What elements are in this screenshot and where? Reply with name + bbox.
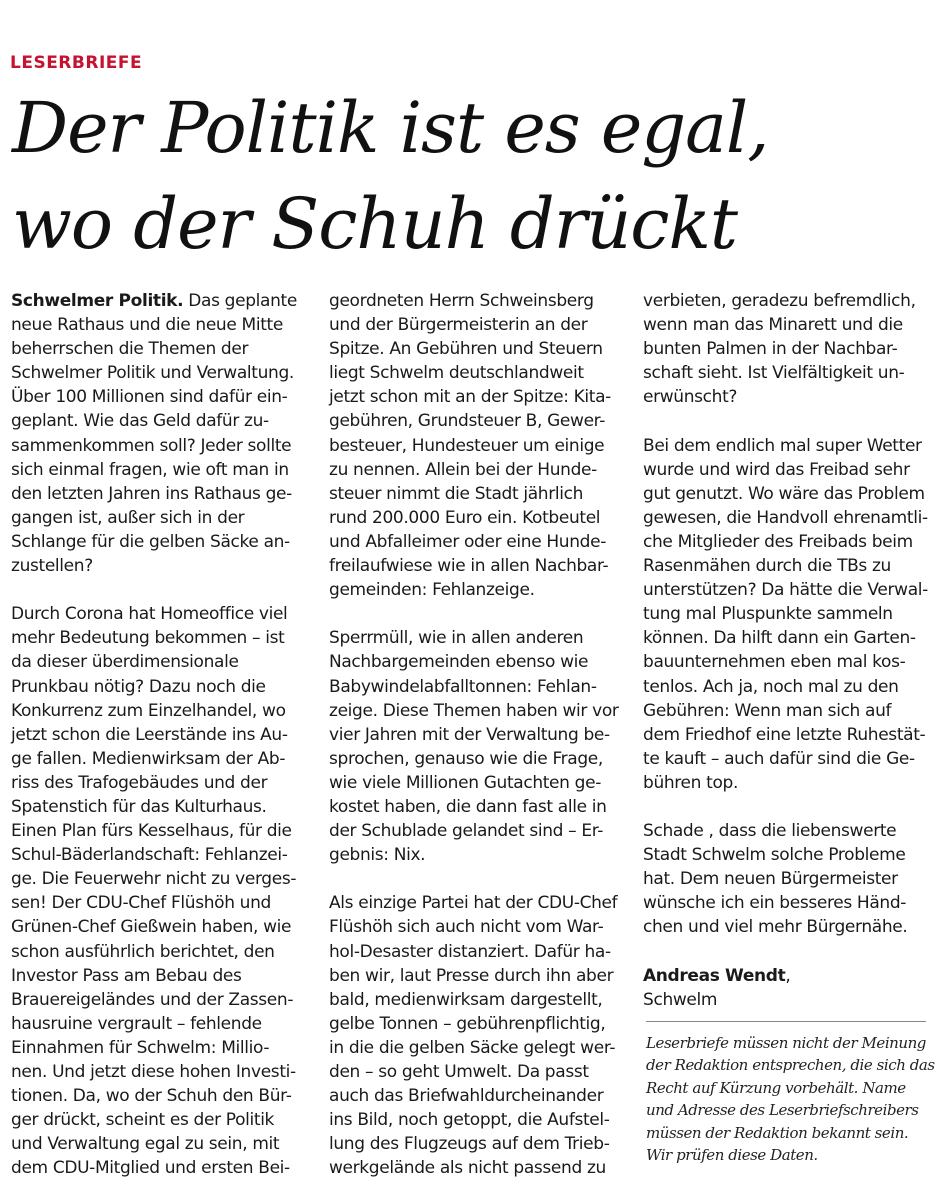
text-line (643, 530, 938, 554)
text-line (329, 337, 629, 361)
text-line (329, 626, 629, 650)
line-text: gemeinden: Fehlanzeige. (329, 580, 535, 601)
line-text: tung mal Pluspunkte sammeln (643, 604, 893, 625)
line-text: kostet haben, die dann fast alle in (329, 796, 607, 817)
line-text: jetzt schon die Leerstände ins Au- (11, 724, 288, 745)
line-text: Über 100 Millionen sind dafür ein- (11, 387, 288, 408)
text-line (329, 675, 629, 699)
line-text: der Schublade gelandet sind – Er- (329, 821, 604, 842)
line-text: gebühren, Grundsteuer B, Gewer- (329, 411, 606, 432)
line-text: tenlos. Ach ja, noch mal zu den (643, 676, 899, 697)
paragraph-gap (329, 602, 629, 626)
line-text: steuer nimmt die Stadt jährlich (329, 483, 584, 504)
line-text: liegt Schwelm deutschlandweit (329, 363, 584, 384)
text-line (643, 602, 938, 626)
text-line (643, 915, 938, 939)
notice-line: müssen der Redaktion bekannt sein. (646, 1123, 909, 1142)
column-2 (329, 289, 629, 1180)
text-line (329, 361, 629, 385)
text-line (329, 771, 629, 795)
text-line (11, 1036, 311, 1060)
text-line (11, 1108, 311, 1132)
text-line (643, 337, 938, 361)
line-text: Nachbargemeinden ebenso wie (329, 652, 589, 673)
text-line (329, 723, 629, 747)
text-line (643, 771, 938, 795)
line-text: mehr Bedeutung bekommen – ist (11, 628, 285, 649)
text-line (643, 699, 938, 723)
paragraph-gap (643, 795, 938, 819)
text-line (643, 578, 938, 602)
notice-line: Leserbriefe müssen nicht der Meinung (646, 1034, 926, 1052)
text-line (11, 699, 311, 723)
line-text: den – so geht Umwelt. Da passt (329, 1062, 589, 1082)
line-text: hol-Desaster distanziert. Dafür ha- (329, 941, 611, 962)
line-text: gebnis: Nix. (329, 845, 426, 866)
text-line (11, 313, 311, 337)
text-line (11, 915, 311, 939)
text-line (11, 482, 311, 506)
text-line (643, 723, 938, 747)
line-text: und Verwaltung egal zu sein, mit (11, 1134, 280, 1155)
text-line (11, 602, 311, 626)
paragraph-gap (11, 578, 311, 602)
text-line (329, 964, 629, 988)
text-line (11, 795, 311, 819)
text-line (11, 506, 311, 530)
text-line (11, 747, 311, 771)
text-line (643, 675, 938, 699)
line-text: nen. Und jetzt diese hohen Investi- (11, 1062, 296, 1082)
editorial-notice (646, 1032, 938, 1166)
line-text: Flüshöh sich auch nicht vom War- (329, 917, 604, 938)
paragraph-gap (643, 940, 938, 964)
text-line (11, 1060, 311, 1084)
line-text: Schlange für die gelben Säcke an- (11, 531, 290, 552)
line-text: beherrschen die Themen der (11, 339, 249, 360)
line-text: schaft sieht. Ist Vielfältigkeit un- (643, 363, 905, 384)
line-text: Durch Corona hat Homeoffice viel (11, 604, 288, 625)
line-text: jetzt schon mit an der Spitze: Kita- (329, 387, 611, 408)
text-line (11, 1084, 311, 1108)
line-text: bauunternehmen eben mal kos- (643, 652, 906, 673)
author-name: Andreas Wendt (643, 965, 786, 986)
line-text: bühren top. (643, 772, 739, 793)
headline-line: Der Politik ist es egal, (12, 87, 769, 169)
line-text: bald, medienwirksam dargestellt, (329, 989, 603, 1010)
line-text: erwünscht? (643, 387, 738, 408)
text-line (11, 385, 311, 409)
line-text: tionen. Da, wo der Schuh den Bür- (11, 1086, 292, 1107)
line-text: da dieser überdimensionale (11, 652, 239, 673)
text-line (11, 723, 311, 747)
line-text: sich einmal fragen, wie oft man in (11, 459, 289, 480)
notice-line: Wir prüfen diese Daten. (646, 1146, 818, 1165)
line-text: Brauereigeländes und der Zassen- (11, 989, 294, 1010)
text-line (329, 1156, 629, 1180)
text-line (643, 289, 938, 313)
text-line (329, 1036, 629, 1060)
text-line (329, 458, 629, 482)
line-text: gelbe Tonnen – gebührenpflichtig, (329, 1013, 606, 1034)
notice-line: Recht auf Kürzung vorbehält. Name (646, 1078, 906, 1097)
headline (12, 80, 937, 272)
line-text: hausruine vergrault – fehlende (11, 1013, 262, 1034)
line-text: Konkurrenz zum Einzelhandel, wo (11, 700, 286, 721)
text-line (329, 554, 629, 578)
line-text: können. Da hilft dann ein Garten- (643, 628, 916, 649)
text-line (11, 1156, 311, 1180)
line-text: Schul-Bäderlandschaft: Fehlanzei- (11, 845, 288, 866)
line-text: Einnahmen für Schwelm: Millio- (11, 1037, 270, 1058)
text-line (643, 650, 938, 674)
column-3 (643, 289, 938, 1012)
line-text: Spatenstich für das Kulturhaus. (11, 796, 267, 817)
author-city: Schwelm (643, 989, 718, 1010)
text-line (329, 385, 629, 409)
line-text: Rasenmähen durch die TBs zu (643, 556, 891, 577)
text-line (11, 675, 311, 699)
line-text: riss des Trafogebäudes und der (11, 772, 268, 793)
text-line (11, 843, 311, 867)
line-text: zeige. Diese Themen haben wir vor (329, 700, 619, 721)
line-text: gut genutzt. Wo wäre das Problem (643, 483, 925, 504)
text-line (643, 385, 938, 409)
text-line (11, 530, 311, 554)
text-line (643, 434, 938, 458)
text-line (329, 434, 629, 458)
text-line (329, 699, 629, 723)
text-line (329, 289, 629, 313)
line-text: zu nennen. Allein bei der Hunde- (329, 459, 597, 480)
text-line (329, 1108, 629, 1132)
text-line (11, 819, 311, 843)
line-text: gewesen, die Handvoll ehrenamtli- (643, 507, 928, 528)
line-text: Einen Plan fürs Kesselhaus, für die (11, 821, 292, 842)
line-text: chen und viel mehr Bürgernähe. (643, 917, 908, 938)
text-line (329, 747, 629, 771)
line-text: wurde und wird das Freibad sehr (643, 459, 910, 480)
paragraph-gap (643, 409, 938, 433)
line-text: Grünen-Chef Gießwein haben, wie (11, 917, 292, 938)
line-text: auch das Briefwahldurcheinander (329, 1086, 604, 1107)
line-text: Als einzige Partei hat der CDU-Chef (329, 893, 618, 914)
line-text: hat. Dem neuen Bürgermeister (643, 869, 898, 890)
notice-divider (646, 1021, 926, 1022)
text-line (329, 482, 629, 506)
text-line (329, 915, 629, 939)
line-text: Babywindelabfalltonnen: Fehlan- (329, 676, 597, 697)
line-text: dem Friedhof eine letzte Ruhestät- (643, 724, 926, 745)
text-line (329, 409, 629, 433)
text-line (643, 554, 938, 578)
line-text: ge fallen. Medienwirksam der Ab- (11, 748, 286, 769)
line-text: Schade , dass die liebenswerte (643, 821, 897, 842)
line-text: Sperrmüll, wie in allen anderen (329, 628, 584, 649)
text-line (329, 843, 629, 867)
text-line (329, 1060, 629, 1084)
line-text: verbieten, geradezu befremdlich, (643, 291, 916, 311)
line-text: wünsche ich ein besseres Händ- (643, 893, 907, 914)
paragraph-gap (329, 867, 629, 891)
text-line (329, 940, 629, 964)
column-1 (11, 289, 311, 1180)
line-text: freilaufwiese wie in allen Nachbar- (329, 556, 609, 577)
text-line (11, 361, 311, 385)
line-text: Prunkbau nötig? Dazu noch die (11, 676, 266, 697)
text-line (11, 458, 311, 482)
line-text: Das geplante (183, 291, 297, 311)
text-line (11, 964, 311, 988)
line-text: gangen ist, außer sich in der (11, 507, 245, 528)
text-line (11, 289, 311, 313)
line-text: ger drückt, scheint es der Politik (11, 1110, 275, 1131)
line-text: sprochen, genauso wie die Frage, (329, 748, 603, 769)
text-line (329, 650, 629, 674)
text-line (643, 361, 938, 385)
text-line (643, 506, 938, 530)
text-line (11, 940, 311, 964)
text-line (11, 337, 311, 361)
line-text: schon ausführlich berichtet, den (11, 941, 275, 962)
line-text: sen! Der CDU-Chef Flüshöh und (11, 893, 271, 914)
line-text: sammenkommen soll? Jeder sollte (11, 435, 292, 456)
line-text: che Mitglieder des Freibads beim (643, 531, 913, 552)
line-text: te kauft – auch dafür sind die Ge- (643, 748, 915, 769)
line-text: neue Rathaus und die neue Mitte (11, 315, 283, 336)
text-line (11, 891, 311, 915)
text-line (643, 458, 938, 482)
text-line (329, 1132, 629, 1156)
line-text: wie viele Millionen Gutachten ge- (329, 772, 601, 793)
line-text: und der Bürgermeisterin an der (329, 315, 588, 336)
line-text: Spitze. An Gebühren und Steuern (329, 339, 603, 360)
text-line (643, 482, 938, 506)
line-text: werkgelände als nicht passend zu (329, 1158, 606, 1179)
line-text: ge. Die Feuerwehr nicht zu verges- (11, 869, 297, 890)
text-line (11, 554, 311, 578)
lead-in: Schwelmer Politik. (11, 291, 184, 311)
headline-line: wo der Schuh drückt (12, 183, 738, 265)
line-text: geordneten Herrn Schweinsberg (329, 291, 594, 311)
text-line (329, 313, 629, 337)
text-line (11, 1012, 311, 1036)
line-text: wenn man das Minarett und die (643, 315, 903, 336)
line-text: unterstützen? Da hätte die Verwal- (643, 580, 928, 601)
text-line (329, 530, 629, 554)
author-separator: , (785, 965, 791, 986)
line-text: geplant. Wie das Geld dafür zu- (11, 411, 269, 432)
text-line (329, 988, 629, 1012)
line-text: Stadt Schwelm solche Probleme (643, 845, 906, 866)
text-line (643, 843, 938, 867)
text-line (329, 819, 629, 843)
text-line (11, 1132, 311, 1156)
line-text: Investor Pass am Bebau des (11, 965, 242, 986)
line-text: in die die gelben Säcke gelegt wer- (329, 1037, 616, 1058)
line-text: rund 200.000 Euro ein. Kotbeutel (329, 507, 601, 528)
text-line (643, 867, 938, 891)
line-text: Schwelmer Politik und Verwaltung. (11, 363, 294, 384)
text-line (329, 795, 629, 819)
text-line (329, 891, 629, 915)
line-text: besteuer, Hundesteuer um einige (329, 435, 605, 456)
line-text: vier Jahren mit der Verwaltung be- (329, 724, 610, 745)
text-line (11, 626, 311, 650)
notice-line: der Redaktion entsprechen, die sich das (646, 1056, 935, 1075)
text-line (643, 891, 938, 915)
text-line (329, 1084, 629, 1108)
line-text: lung des Flugzeugs auf dem Trieb- (329, 1134, 610, 1155)
line-text: ben wir, laut Presse durch ihn aber (329, 965, 614, 986)
text-line (11, 409, 311, 433)
text-line (643, 747, 938, 771)
author-line (643, 964, 938, 988)
line-text: ins Bild, noch getoppt, die Aufstel- (329, 1110, 610, 1131)
text-line (329, 578, 629, 602)
line-text: Bei dem endlich mal super Wetter (643, 435, 922, 456)
text-line (329, 1012, 629, 1036)
line-text: und Abfalleimer oder eine Hunde- (329, 531, 606, 552)
text-line (643, 626, 938, 650)
text-line (643, 819, 938, 843)
line-text: zustellen? (11, 556, 93, 577)
text-line (329, 506, 629, 530)
text-line (11, 867, 311, 891)
line-text: Gebühren: Wenn man sich auf (643, 700, 892, 721)
text-line (11, 988, 311, 1012)
text-line (11, 434, 311, 458)
text-line (643, 313, 938, 337)
line-text: den letzten Jahren ins Rathaus ge- (11, 483, 292, 504)
text-line (11, 650, 311, 674)
notice-line: und Adresse des Leserbriefschreibers (646, 1101, 919, 1120)
line-text: dem CDU-Mitglied und ersten Bei- (11, 1158, 290, 1179)
text-line (11, 771, 311, 795)
line-text: bunten Palmen in der Nachbar- (643, 339, 898, 360)
section-kicker: LESERBRIEFE (10, 53, 143, 73)
